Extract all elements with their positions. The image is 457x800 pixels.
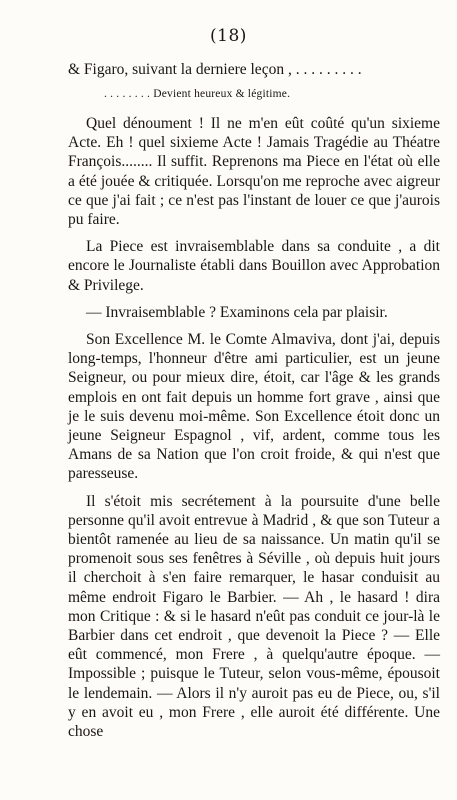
paragraph-poursuite: Il s'étoit mis secrétement à la poursuite d'une belle personne qu'il avoit entrevue à Madrid , & que son Tuteur a bientôt ramenée au lieu de sa naissance. Un matin qu'il se promenoit sous ses fenêtres à Séville , où depuis huit jours il cherchoit à s'en faire remarquer, le hasar conduisit au même endroit Figaro le Barbier. — Ah , le hasard ! dira mon Critique : & si le hasard n'eût pas conduit ce jour-là le Barbier dans cet endroit , que devenoit la Piece ? — Elle eût commencé, mon Frere , à quelqu'autre époque. — Impossible ; puisque le Tuteur, selon vous-même, épousoit le lendemain. — Alors il n'y auroit pas eu de Piece, ou, s'il y en avoit eu , mon Frere , elle auroit été différente. Une chose bbox=[68, 492, 440, 741]
paragraph-denouement: Quel dénoument ! Il ne m'en eût coûté qu'un sixieme Acte. Eh ! quel sixieme Acte ! Jamais Tragédie au Théatre François........ Il suffit. Reprenons ma Piece en l'état où elle a été jouée & critiquée. Lorsqu'on me reproche avec aigreur ce que j'ai fait ; ce n'est pas l'instant de louer ce que j'aurois pu faire. bbox=[68, 115, 440, 229]
page-number: (18) bbox=[210, 26, 247, 46]
continuation-line: & Figaro, suivant la derniere leçon , . . . . . . . . . bbox=[68, 61, 362, 78]
stage-direction: . . . . . . . . Devient heureux & légitime. bbox=[104, 88, 291, 100]
page-body bbox=[68, 60, 440, 741]
paragraph-examinons: — Invraisemblable ? Examinons cela par plaisir. bbox=[86, 303, 388, 321]
paragraph-invraisemblable: La Piece est invraisemblable dans sa conduite , a dit encore le Journaliste établi dans Bouillon avec Approbation & Privilege. bbox=[68, 238, 440, 294]
paragraph-almaviva: Son Excellence M. le Comte Almaviva, dont j'ai, depuis long-temps, l'honneur d'être ami particulier, est un jeune Seigneur, ou pour mieux dire, étoit, car l'âge & les grands emplois en ont fait depuis un homme fort grave , ainsi que je le suis devenu moi-même. Son Excellence étoit donc un jeune Seigneur Espagnol , vif, ardent, comme tous les Amans de sa Nation que l'on croit froide, & qui n'est que paresseuse. bbox=[68, 331, 440, 483]
